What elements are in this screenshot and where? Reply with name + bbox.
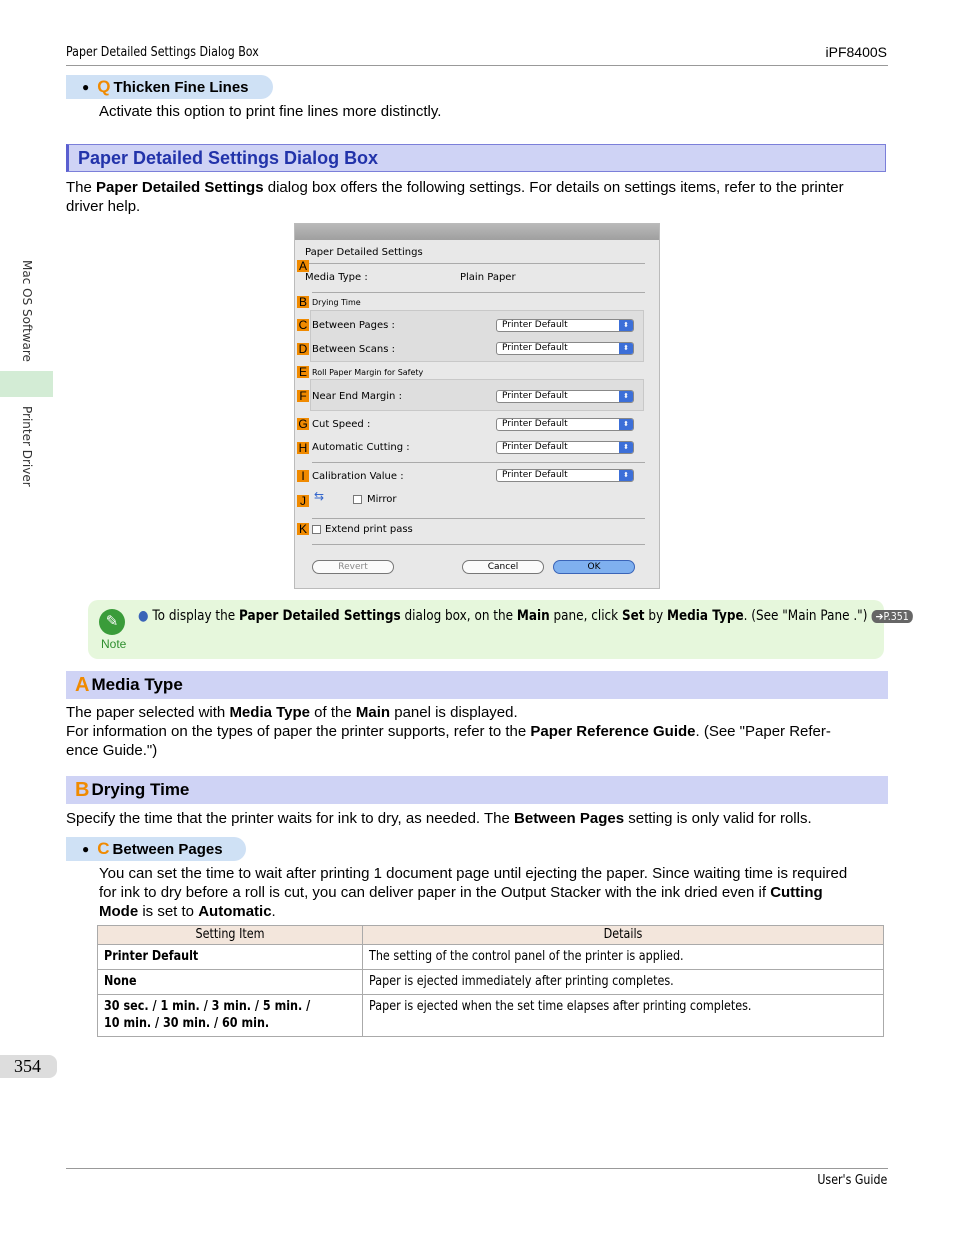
body-part: Automatic: [198, 903, 272, 920]
between-pages-body: [99, 864, 888, 921]
note-part: dialog box, on the: [400, 608, 517, 624]
bullet-icon: ●: [138, 608, 149, 624]
select-value: Printer Default: [502, 470, 568, 480]
table-row: [98, 995, 884, 1037]
header-text: Setting Item: [195, 927, 265, 942]
running-footer: User's Guide: [817, 1173, 887, 1188]
body-part: Between Pages: [514, 810, 625, 827]
automatic-cutting-select[interactable]: [496, 441, 634, 454]
intro-text: driver help.: [66, 198, 141, 215]
ok-button[interactable]: OK: [553, 560, 635, 574]
body-part: Cutting: [770, 884, 823, 901]
note-pen-icon: ✎: [99, 609, 125, 635]
cell-text: Paper is ejected immediately after printing completes.: [369, 974, 674, 989]
extend-print-pass-label: Extend print pass: [325, 524, 413, 535]
cut-speed-select[interactable]: [496, 418, 634, 431]
table-cell: [363, 945, 884, 970]
divider: [312, 462, 645, 463]
body-part: Media Type: [229, 704, 311, 721]
note-label: Note: [101, 637, 127, 651]
cell-text: 30 sec. / 1 min. / 3 min. / 5 min. / 10 min. / 30 min. / 60 min.: [104, 999, 311, 1031]
table-header-row: [98, 926, 884, 945]
between-pages-table: [97, 925, 884, 1037]
item-q-heading: [66, 75, 273, 99]
body-part: Mode: [99, 903, 139, 920]
sidebar-highlight: [0, 371, 53, 397]
section-intro: [66, 178, 888, 216]
cut-speed-label: Cut Speed :: [312, 419, 371, 430]
page-reference-link[interactable]: ➔P.351: [871, 610, 913, 623]
marker-a: A: [298, 259, 307, 273]
divider: [312, 518, 645, 519]
table-cell: [98, 945, 363, 970]
page-number-tab: [0, 1055, 57, 1078]
header-divider: [66, 65, 888, 66]
divider: [312, 544, 645, 545]
item-title: Between Pages: [112, 840, 223, 858]
footer-divider: [66, 1168, 888, 1169]
drying-time-heading: [66, 776, 888, 804]
heading-letter: A: [75, 673, 90, 696]
cell-text: Printer Default: [104, 949, 199, 964]
note-part: Set: [621, 608, 645, 624]
page-number: 354: [14, 1056, 41, 1076]
body-part: .: [271, 903, 276, 920]
calibration-value-select[interactable]: [496, 469, 634, 482]
running-header-title: Paper Detailed Settings Dialog Box: [66, 45, 259, 60]
automatic-cutting-label: Automatic Cutting :: [312, 442, 410, 453]
marker-i: I: [297, 470, 309, 482]
body-part: Paper Reference Guide: [530, 723, 696, 740]
heading-title: Media Type: [91, 675, 183, 694]
table-row: [98, 945, 884, 970]
body-part: The paper selected with: [66, 704, 230, 721]
note-part: To display the: [152, 608, 240, 624]
note-part: Media Type: [666, 608, 744, 624]
media-type-value: Plain Paper: [460, 272, 516, 283]
updown-arrow-icon: ⬍: [619, 343, 633, 354]
sidebar-printer-driver: Printer Driver: [20, 406, 34, 487]
body-part: setting is only valid for rolls.: [624, 810, 812, 827]
select-value: Printer Default: [502, 343, 568, 353]
body-part: For information on the types of paper the printer supports, refer to the: [66, 723, 531, 740]
marker-k: K: [298, 522, 307, 536]
calibration-value-label: Calibration Value :: [312, 471, 404, 482]
item-q-description: Activate this option to print fine lines more distinctly.: [99, 103, 442, 120]
revert-button[interactable]: Revert: [312, 560, 394, 574]
table-row: [98, 970, 884, 995]
media-type-heading: [66, 671, 888, 699]
bullet-icon: ●: [82, 80, 90, 94]
updown-arrow-icon: ⬍: [619, 391, 633, 402]
select-value: Printer Default: [502, 442, 568, 452]
intro-text: The: [66, 179, 97, 196]
note-part: Main: [516, 608, 550, 624]
drying-time-label: Drying Time: [312, 298, 361, 307]
updown-arrow-icon: ⬍: [619, 419, 633, 430]
near-end-margin-select[interactable]: [496, 390, 634, 403]
marker-j: J: [297, 495, 309, 507]
section-title: Paper Detailed Settings Dialog Box: [78, 148, 379, 168]
marker-h: H: [298, 441, 308, 455]
cancel-button[interactable]: Cancel: [462, 560, 544, 574]
select-value: Printer Default: [502, 419, 568, 429]
note-part: Paper Detailed Settings: [239, 608, 401, 624]
body-part: You can set the time to wait after printing 1 document page until ejecting the paper. Since waiting time is required: [99, 865, 848, 882]
table-header: [363, 926, 884, 945]
intro-text: dialog box offers the following settings. For details on settings items, refer to the printer: [263, 179, 844, 196]
item-letter: Q: [97, 77, 111, 96]
sidebar-mac-os-software: Mac OS Software: [20, 260, 34, 362]
body-part: Specify the time that the printer waits for ink to dry, as needed. The: [66, 810, 515, 827]
mirror-label: Mirror: [367, 494, 397, 505]
extend-print-pass-checkbox[interactable]: [312, 525, 321, 534]
note-part: . (See "Main Pane ."): [743, 608, 872, 624]
between-scans-select[interactable]: [496, 342, 634, 355]
mirror-icon: ⇆: [314, 489, 325, 503]
body-part: of the: [310, 704, 356, 721]
running-header-model: iPF8400S: [825, 44, 887, 60]
header-text: Details: [603, 927, 643, 942]
table-cell: [98, 970, 363, 995]
updown-arrow-icon: ⬍: [619, 470, 633, 481]
dialog-title: Paper Detailed Settings: [305, 247, 423, 258]
updown-arrow-icon: ⬍: [619, 320, 633, 331]
item-letter: C: [97, 839, 110, 858]
updown-arrow-icon: ⬍: [619, 442, 633, 453]
item-title: Thicken Fine Lines: [113, 78, 249, 96]
paper-detailed-settings-dialog: [294, 223, 660, 589]
divider: [312, 292, 645, 293]
bullet-icon: ●: [82, 842, 90, 856]
intro-bold: Paper Detailed Settings: [96, 179, 264, 196]
marker-c: C: [298, 318, 308, 332]
drying-time-body: [66, 809, 888, 828]
note-part: pane, click: [549, 608, 622, 624]
note-part: by: [644, 608, 667, 624]
body-part: for ink to dry before a roll is cut, you can deliver paper in the Output Stacker with the ink dried even if: [99, 884, 771, 901]
select-value: Printer Default: [502, 391, 568, 401]
note-text: [138, 608, 913, 624]
marker-g: G: [298, 417, 308, 431]
table-cell: [363, 995, 884, 1037]
table-header: [98, 926, 363, 945]
marker-d: D: [298, 342, 308, 356]
body-part: . (See "Paper Refer-: [695, 723, 831, 740]
heading-title: Drying Time: [91, 780, 190, 799]
cell-text: None: [104, 974, 137, 989]
between-scans-label: Between Scans :: [312, 344, 396, 355]
select-value: Printer Default: [502, 320, 568, 330]
mirror-checkbox[interactable]: [353, 495, 362, 504]
note-box: [88, 600, 909, 659]
divider: [305, 263, 645, 264]
section-heading: [66, 144, 886, 172]
marker-f: F: [297, 390, 309, 402]
cell-text: Paper is ejected when the set time elapses after printing completes.: [369, 999, 752, 1014]
body-part: Main: [355, 704, 391, 721]
body-part: ence Guide."): [66, 742, 158, 759]
cell-text: The setting of the control panel of the printer is applied.: [369, 949, 684, 964]
near-end-margin-label: Near End Margin :: [312, 391, 402, 402]
media-type-body: [66, 703, 888, 760]
between-pages-label: Between Pages :: [312, 320, 395, 331]
heading-letter: B: [75, 778, 90, 801]
between-pages-heading: [66, 837, 246, 861]
roll-margin-label: Roll Paper Margin for Safety: [312, 368, 424, 377]
dialog-titlebar: [295, 224, 659, 240]
media-type-label: Media Type :: [305, 272, 368, 283]
marker-e: E: [298, 365, 307, 379]
marker-b: B: [298, 295, 307, 309]
table-cell: [363, 970, 884, 995]
between-pages-select[interactable]: [496, 319, 634, 332]
body-part: is set to: [138, 903, 199, 920]
body-part: panel is displayed.: [390, 704, 518, 721]
table-cell: [98, 995, 363, 1037]
